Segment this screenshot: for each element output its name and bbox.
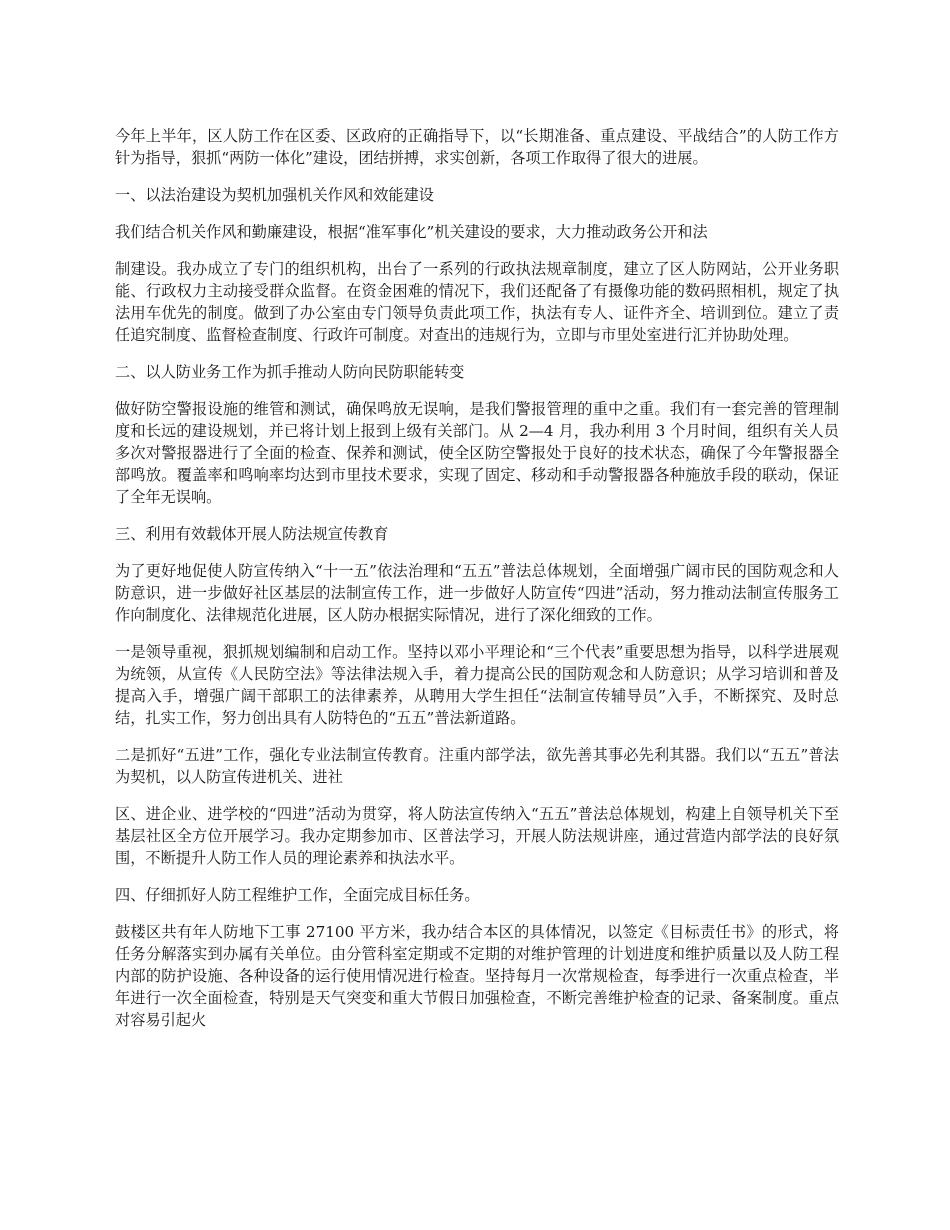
body-paragraph: 做好防空警报设施的维管和测试，确保鸣放无误响，是我们警报管理的重中之重。我们有一套完善的管理制度和长远的建设规划，并已将计划上报到上级有关部门。从 2—4 月，我办利用 3 个月时间，组织有关人员多次对警报器进行了全面的检查、保养和测试，使全区防空警报处于良好的技术状态，确保了今年警报器全部鸣放。覆盖率和鸣响率均达到市里技术要求，实现了固定、移动和手动警报器各种施放手段的联动，保证了全年无误响。	[115, 400, 839, 506]
body-paragraph: 二是抓好“五进”工作，强化专业法制宣传教育。注重内部学法，欲先善其事必先利其器。我们以“五五”普法为契机，以人防宣传进机关、进社	[115, 746, 839, 786]
body-paragraph: 为了更好地促使人防宣传纳入“十一五”依法治理和“五五”普法总体规划，全面增强广阔市民的国防观念和人防意识，进一步做好社区基层的法制宣传工作，进一步做好人防宣传“四进”活动，努力推动法制宣传服务工作向制度化、法律规范化进展，区人防办根据实际情况，进行了深化细致的工作。	[115, 562, 839, 624]
body-paragraph: 一是领导重视，狠抓规划编制和启动工作。坚持以邓小平理论和“三个代表”重要思想为指导，以科学进展观为统领，从宣传《人民防空法》等法律法规入手，着力提高公民的国防观念和人防意识；从学习培训和普及提高入手，增强广阔干部职工的法律素养，从聘用大学生担任“法制宣传辅导员”入手，不断探究、及时总结，扎实工作，努力创出具有人防特色的“五五”普法新道路。	[115, 643, 839, 727]
body-paragraph: 制建设。我办成立了专门的组织机构，出台了一系列的行政执法规章制度，建立了区人防网站，公开业务职能、行政权力主动接受群众监督。在资金困难的情况下，我们还配备了有摄像功能的数码照相机，规定了执法用车优先的制度。做到了办公室由专门领导负责此项工作，执法有专人、证件齐全、培训到位。建立了责任追究制度、监督检查制度、行政许可制度。对查出的违规行为，立即与市里处室进行汇并协助处理。	[115, 260, 839, 344]
body-paragraph: 鼓楼区共有年人防地下工事 27100 平方米，我办结合本区的具体情况，以签定《目标责任书》的形式，将任务分解落实到办属有关单位。由分管科室定期或不定期的对维护管理的计划进度和维护质量以及人防工程内部的防护设施、各种设备的运行使用情况进行检查。坚持每月一次常规检查，每季进行一次重点检查，半年进行一次全面检查，特别是天气突变和重大节假日加强检查，不断完善维护检查的记录、备案制度。重点对容易引起火	[115, 923, 839, 1029]
body-paragraph: 区、进企业、进学校的“四进”活动为贯穿，将人防法宣传纳入“五五”普法总体规划，构建上自领导机关下至基层社区全方位开展学习。我办定期参加市、区普法学习，开展人防法规讲座，通过营造内部学法的良好氛围，不断提升人防工作人员的理论素养和执法水平。	[115, 805, 839, 867]
body-paragraph: 我们结合机关作风和勤廉建设，根据“准军事化”机关建设的要求，大力推动政务公开和法	[115, 223, 708, 241]
intro-paragraph: 今年上半年，区人防工作在区委、区政府的正确指导下，以“长期准备、重点建设、平战结合”的人防工作方针为指导，狠抓“两防一体化”建设，团结拼搏，求实创新，各项工作取得了很大的进展。	[115, 127, 839, 167]
section-heading-2: 二、以人防业务工作为抓手推动人防向民防职能转变	[115, 363, 465, 381]
section-heading-4: 四、仔细抓好人防工程维护工作，全面完成目标任务。	[115, 886, 480, 904]
section-heading-3: 三、利用有效载体开展人防法规宣传教育	[115, 525, 389, 543]
section-heading-1: 一、以法治建设为契机加强机关作风和效能建设	[115, 186, 434, 204]
document-body	[115, 125, 839, 1046]
